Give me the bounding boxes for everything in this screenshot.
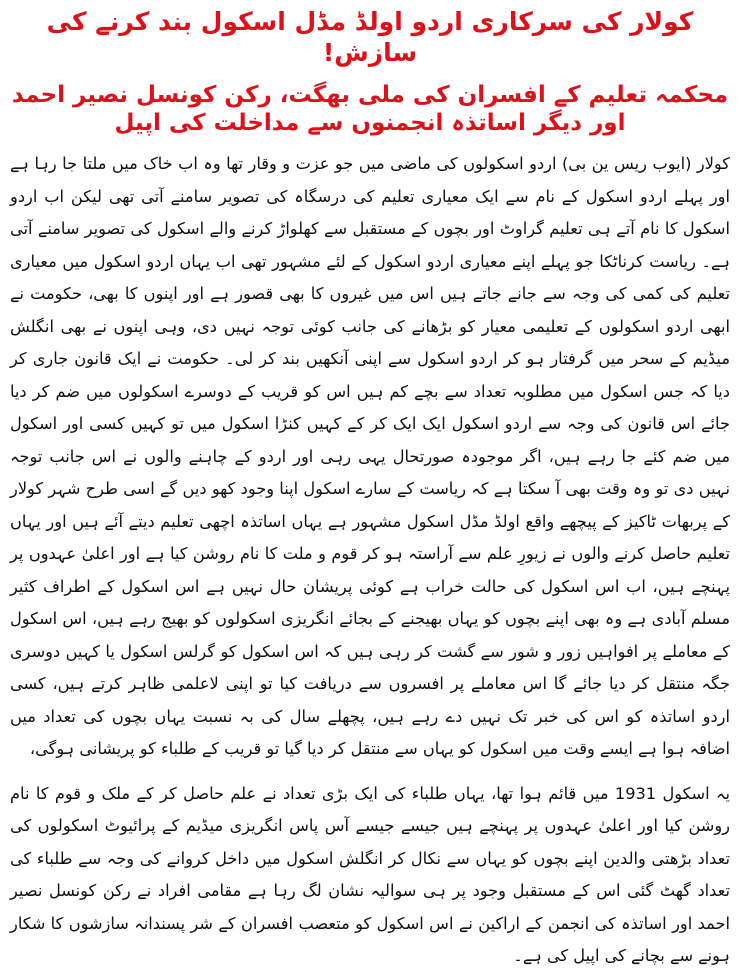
headline-title: کولار کی سرکاری اردو اولڈ مڈل اسکول بند کرنے کی سازش! bbox=[46, 7, 694, 68]
article-paragraph-2: یہ اسکول 1931 میں قائم ہوا تھا، یہاں طلباء کی ایک بڑی تعداد نے علم حاصل کر کے ملک و قوم کا نام روشن کیا اور اعلیٰ عہدوں پر پہنچے ہیں جیسے جیسے آس پاس انگریزی میڈیم کے پرائیوٹ اسکولوں کی تعداد بڑھتی والدین اپنے بچوں کو یہاں سے نکال کر انگلش اسکول میں داخل کروانے کی وجہ سے طلباء کی تعداد گھٹ گئی اس کے مستقبل وجود پر ہی سوالیہ نشان لگ رہا ہے مقامی افراد نے رکن کونسل نصیر احمد اور اساتذہ کی انجمن کے اراکین نے اس اسکول کو متعصب افسران کے شر پسندانہ سازشوں کا شکار ہونے سے بچانے کی اپیل کی ہے۔ bbox=[10, 783, 730, 965]
article-paragraph-1: کولار (ایوب ریس ین بی) اردو اسکولوں کی ماضی میں جو عزت و وقار تھا وہ اب خاک میں ملتا جا رہا ہے اور پہلے اردو اسکول کے نام سے ایک معیاری تعلیم کی درسگاہ کی تصویر سامنے آتی تھی لیکن اب اردو اسکول کا نام آتے ہی تعلیم گراوٹ اور بچوں کے مستقبل سے کھلواڑ کرنے والے اسکول کی تصویر سامنے آتی ہے۔ ریاست کرناٹکا جو پہلے اپنے معیاری اردو اسکول کے لئے مشہور تھی اب یہاں اردو اسکول میں معیاری تعلیم کی کمی کی وجہ سے جانے جاتے ہیں اس میں غیروں کا بھی قصور ہے اور اپنوں کا بھی، حکومت نے ابھی اردو اسکولوں کے تعلیمی معیار کو بڑھانے کی جانب کوئی توجہ نہیں دی، وہی اپنوں نے بھی انگلش میڈیم کے سحر میں گرفتار ہو کر اردو اسکول سے اپنی آنکھیں بند کر لی۔ حکومت نے ایک قانون جاری کر دیا کہ جس اسکول میں مطلوبہ تعداد سے بچے کم ہیں اس کو قریب کے دوسرے اسکولوں میں ضم کر دیا جائے اس قانون کی وجہ سے اردو اسکول ایک ایک کر کے کہیں کنڑا اسکول میں تو کہیں کسی اور اسکول میں ضم کئے جا رہے ہیں، اگر موجودہ صورتحال یہی رہی اور اردو کے چاہنے والوں نے اس جانب توجہ نہیں دی تو وہ وقت بھی آ سکتا ہے کہ ریاست کے سارے اسکول اپنا وجود کھو دیں گے اسی طرح شہر کولار کے پربھات ٹاکیز کے پیچھے واقع اولڈ مڈل اسکول مشہور ہے یہاں اساتذہ اچھی تعلیم دیتے آئے ہیں اور یہاں تعلیم حاصل کرنے والوں نے زیورِ علم سے آراستہ ہو کر قوم و ملت کا نام روشن کیا ہے اور اعلیٰ عہدوں پر پہنچے ہیں، اب اس اسکول کی حالت خراب ہے کوئی پریشان حال نہیں ہے اس اسکول کے اطراف کثیر مسلم آبادی ہے وہ بھی اپنے بچوں کو یہاں بھیجنے کے بجائے انگریزی اسکولوں کو بھیج رہے ہیں، اس اسکول کے معاملے پر افواہیں زور و شور سے گشت کر رہی ہیں کہ اس اسکول کو گرلس اسکول یا کہیں دوسری جگہ منتقل کر دیا جائے گا اس معاملے پر افسروں سے دریافت کیا تو اپنی لاعلمی ظاہر کرتے ہیں، کسی اردو اساتذہ کو اس کی خبر تک نہیں دے رہے ہیں، پچھلے سال کی بہ نسبت یہاں بچوں کی تعداد میں اضافہ ہوا ہے ایسے وقت میں اسکول کو یہاں سے منتقل کر دیا گیا تو قریب کے طلباء کو پریشانی ہوگی، bbox=[10, 154, 730, 758]
article-body bbox=[10, 148, 730, 973]
headline-subtitle: محکمہ تعلیم کے افسران کی ملی بھگت، رکن کونسل نصیر احمد اور دیگر اساتذہ انجمنوں سے مداخلت کی اپیل bbox=[11, 81, 729, 137]
